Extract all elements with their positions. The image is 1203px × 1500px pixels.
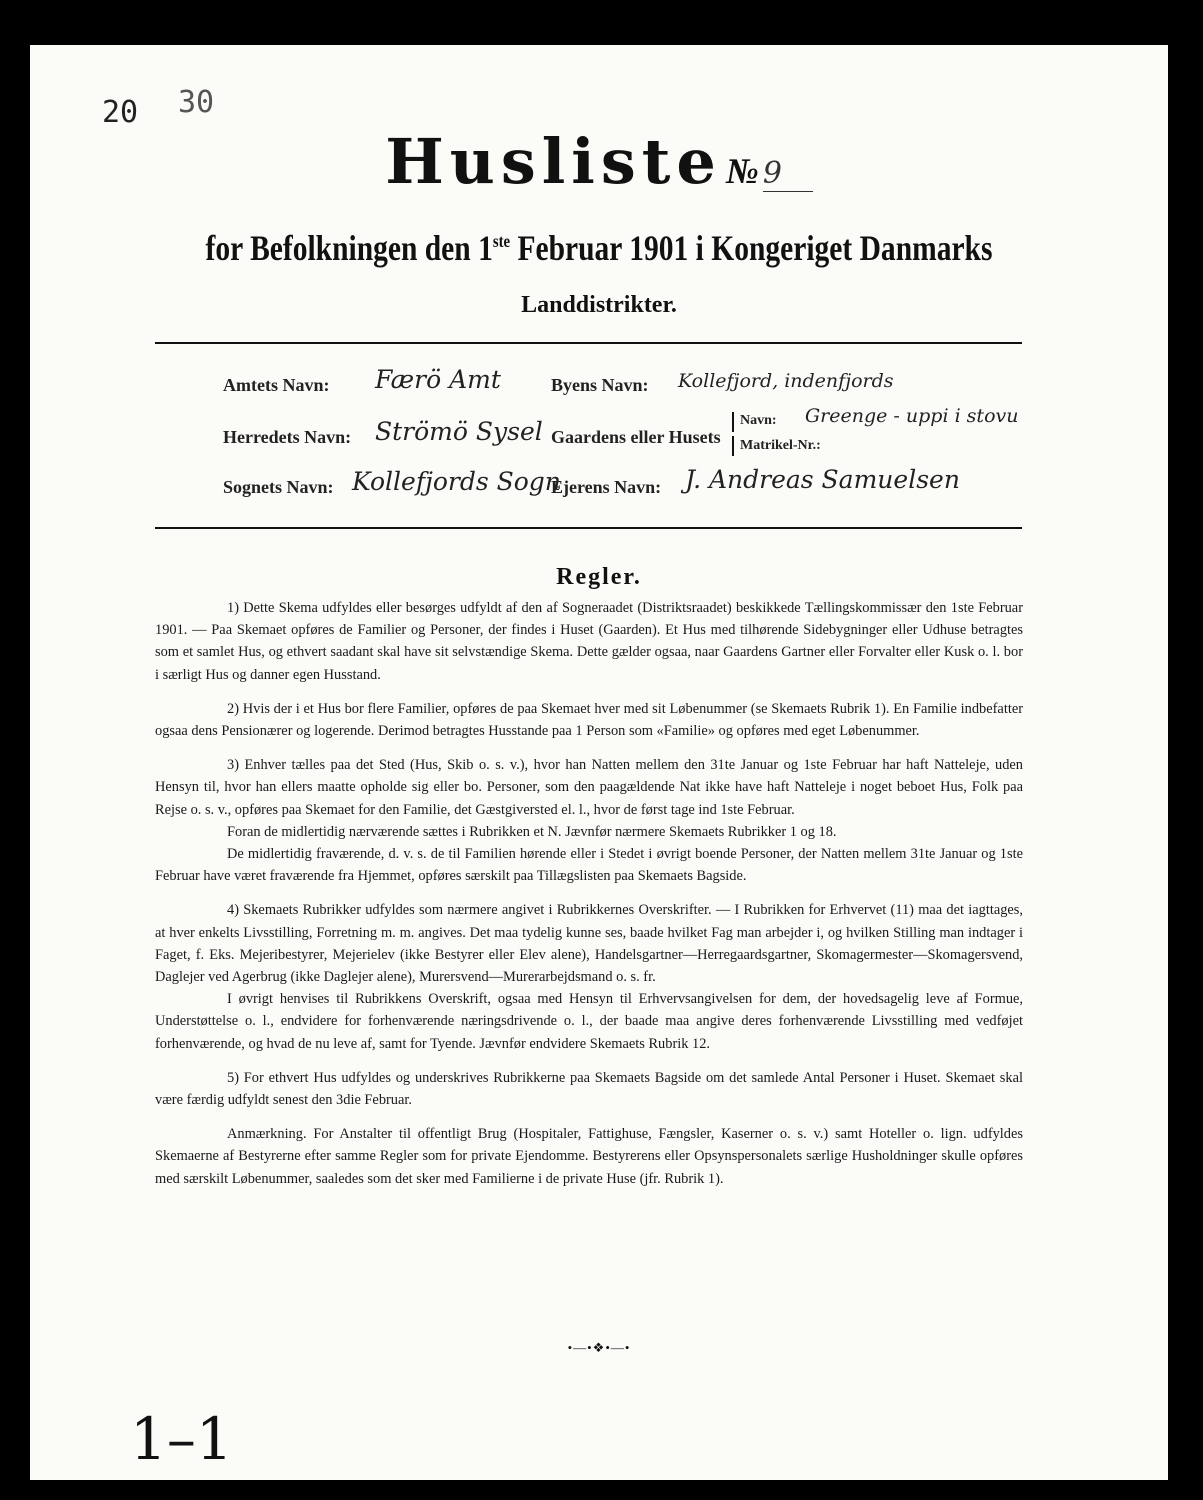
by-label: Byens Navn:	[551, 375, 649, 395]
rule-3-foran: Foran de midlertidig nærværende sættes i Rubrikken et N. Jævnfør nærmere Skemaets Rubrikker 1 og 18.	[227, 823, 837, 840]
amt-label: Amtets Navn:	[223, 375, 330, 395]
number-label: №	[725, 151, 759, 191]
navn-label: Navn:	[740, 413, 777, 428]
rules-heading: Regler.	[556, 564, 642, 590]
handwritten-mark: 1–1	[130, 1405, 233, 1473]
rule-4-oevrigt: I øvrigt henvises til Rubrikkens Overskrift, ogsaa med Hensyn til Erhvervsangivelsen for dem, der hovedsagelig leve af Formue, Understøttelse o. l., endvidere for forhenværende næringsdrivende o. l., der baade maa angive deres forhenværende Livsstilling med vedføjet forhenværende, og hvad de nu leve af, samt for Tyende. Jævnfør endvidere Skemaets Rubrik 12.	[155, 991, 1023, 1052]
matrikel-label: Matrikel-Nr.:	[740, 438, 821, 453]
form-title	[30, 125, 1168, 198]
archive-number-2: 30	[178, 85, 215, 120]
rule-5: 5) For ethvert Hus udfyldes og underskrives Rubrikkerne paa Skemaets Bagside om det samlede Antal Personer i Huset. Skemaet skal være færdig udfyldt senest den 3die Februar.	[155, 1069, 1023, 1109]
district-type: Landdistrikter.	[521, 292, 677, 318]
rule-2: 2) Hvis der i et Hus bor flere Familier, opføres de paa Skemaet hver med sit Løbenummer (se Skemaets Rubrik 1). En Familie indbefatter ogsaa dens Pensionærer og logerende. Derimod betragtes Husstande paa 1 Person som «Familie» og opføres med eget Løbenummer.	[155, 700, 1023, 740]
subtitle-before: for Befolkningen den 1	[205, 228, 493, 268]
house-number: 9	[763, 156, 813, 192]
amt-value: Færö Amt	[375, 365, 501, 394]
bracket-top	[732, 412, 734, 432]
middle-divider	[155, 527, 1022, 529]
title-word: Husliste	[385, 125, 722, 198]
ejer-value: J. Andreas Samuelsen	[685, 465, 960, 494]
by-value: Kollefjord, indenfjords	[678, 370, 894, 392]
subtitle-after: Februar 1901 i Kongeriget Danmarks	[510, 228, 993, 268]
anmaerkning: Anmærkning. For Anstalter til offentligt Brug (Hospitaler, Fattighuse, Fængsler, Kaserner o. s. v.) samt Hoteller o. lign. udfyldes Skemaerne af Bestyrerne efter samme Regler som for private Ejendomme. Bestyrerens eller Opsynspersonalets særlige Husholdninger skulle opføres med særskilt Løbenummer, saaledes som det sker med Familierne i de private Huse (jfr. Rubrik 1).	[155, 1126, 1023, 1187]
rule-3-fravaerende: De midlertidig fraværende, d. v. s. de til Familien hørende eller i Stedet i øvrigt boende Personer, der Natten mellem 31te Januar og 1ste Februar have været fraværende fra Hjemmet, opføres særskilt paa Tillægslisten paa Skemaets Bagside.	[155, 846, 1023, 885]
archive-number-1: 20	[102, 95, 139, 130]
form-subtitle	[132, 227, 1065, 269]
sogn-value: Kollefjords Sogn	[352, 467, 561, 496]
subtitle-sup: ste	[492, 231, 511, 251]
herred-value: Strömö Sysel	[375, 417, 543, 446]
rule-4: 4) Skemaets Rubrikker udfyldes som nærmere angivet i Rubrikkernes Overskrifter. — I Rubrikken for Erhvervet (11) maa det iagttages, at hver enkelts Livsstilling, Forretning m. m. angives. Det maa tydelig kunne ses, baade hvilket Fag man arbejder i, og hvilken Stilling man indtager i Faget, f. Eks. Mejeribestyrer, Mejerielev (ikke Bestyrer eller Elev alene), Handelsgartner—Herregaardsgartner, Skomagermester—Skomagersvend, Daglejer ved Agerbrug (ikke Daglejer alene), Murersvend—Murerarbejdsmand o. s. fr.	[155, 902, 1023, 986]
census-form-page	[30, 45, 1168, 1480]
navn-value: Greenge - uppi i stovu	[805, 405, 1019, 427]
top-divider	[155, 342, 1022, 344]
herred-label: Herredets Navn:	[223, 427, 352, 447]
gaard-label: Gaardens eller Husets	[551, 427, 721, 447]
rule-3: 3) Enhver tælles paa det Sted (Hus, Skib o. s. v.), hvor han Natten mellem den 31te Januar og 1ste Februar har haft Natteleje, uden Hensyn til, hvor han ellers maatte opholde sig eller bo. Personer, som den paagældende Nat ikke have haft Natteleje i noget beboet Hus, Folk paa Rejse o. s. v., opføres paa Skemaet for den Familie, det Gæstgiversted el. l., hvor de først tage ind 1ste Februar.	[155, 757, 1023, 818]
rules-body	[155, 597, 1023, 1202]
ejer-label: Ejerens Navn:	[551, 477, 662, 497]
bracket-bottom	[732, 436, 734, 456]
rule-1: 1) Dette Skema udfyldes eller besørges udfyldt af den af Sogneraadet (Distriktsraadet) beskikkede Tællingskommissær den 1ste Februar 1901. — Paa Skemaet opføres de Familier og Personer, der findes i Huset (Gaarden). Et Hus med tilhørende Sidebygninger eller Udhuse betragtes som et samlet Hus, og ethvert saadant skal have sit selvstændige Skema. Dette gælder ogsaa, naar Gaardens Gartner eller Forvalter eller Kusk o. l. bor i særligt Hus og danner egen Husstand.	[155, 600, 1023, 683]
sogn-label: Sognets Navn:	[223, 477, 334, 497]
ornament: •—•❖•—•	[567, 1340, 631, 1355]
